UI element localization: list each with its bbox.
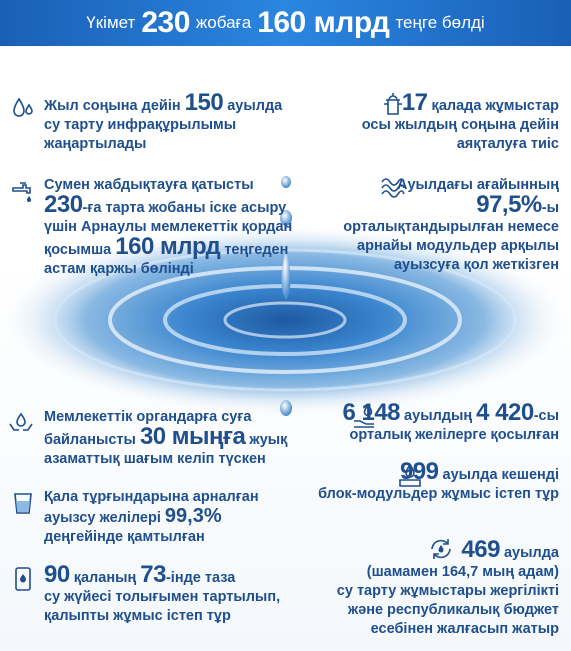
text-items-b2-l2: осы жылдың соңына дейін (361, 117, 559, 133)
header-text-2: жобаға (195, 13, 252, 32)
text-items-b2-l1b: қалада жұмыстар (427, 98, 559, 114)
text-items-b9-l1m: 73 (140, 561, 166, 588)
text-line (343, 191, 559, 218)
text-items-b2-l3: аяқталуға тиіс (456, 136, 559, 152)
text-items-b4-l5: ауызсуға қол жеткізген (393, 257, 559, 273)
hands-drop-icon (8, 410, 34, 436)
text-items-b9-l1n: 90 (44, 561, 70, 588)
text-line (362, 89, 559, 116)
text-items-b10-l4: және республикалық бюджет (347, 602, 559, 618)
text-items-b3-l3: үшін Арнаулы мемлекеттік қордан (44, 219, 293, 235)
text-items-b10-l1b: ауылда (499, 545, 559, 561)
text-items-b3-l2n: 230 (44, 191, 83, 218)
text-items-b3-l4a: қосымша (44, 242, 116, 258)
text-items-b6-l1b: -сы (533, 408, 559, 424)
text-line (342, 399, 559, 426)
text-items-b1-l1b: ауылда (223, 98, 283, 114)
text-items-b7-l3: деңгейінде қамтылған (44, 529, 205, 545)
block-17-cities (361, 89, 559, 154)
text-items-b6-l2: орталық желілерге қосылған (349, 427, 559, 443)
text-items-b8-l2: блок-модульдер жұмыс істеп тұр (318, 486, 559, 502)
text-items-b1-l1a: Жыл соңына дейін (44, 98, 185, 114)
text-line (44, 561, 280, 588)
text-items-b9-l1b: -інде таза (165, 570, 236, 586)
text-items-b2-l1n: 17 (401, 89, 428, 116)
text-items-b3-l5: астам қаржы бөлінді (44, 261, 194, 277)
text-items-b3-l2b: -ға тарта жобаны іске асыру (82, 200, 287, 216)
text-items-b1-l3: жаңартылады (44, 136, 147, 152)
block-469-villages (336, 536, 559, 639)
text-items-b3-l4b: теңгеден (220, 242, 289, 258)
text-items-b10-l1n: 469 (461, 536, 500, 563)
text-items-b3-l1: Сумен жабдықтауға қатысты (44, 177, 254, 193)
text-items-b8-l1n: 999 (399, 458, 439, 485)
text-items-b1-l1n: 150 (184, 89, 224, 116)
text-items-b3-l4n: 160 млрд (115, 233, 221, 260)
text-line (44, 233, 292, 260)
text-items-b7-l2n: 99,3% (164, 505, 222, 527)
text-line (44, 507, 259, 528)
water-tap-icon (10, 180, 36, 206)
text-items-b5-l3: азаматтық шағым келіп түскен (44, 451, 266, 467)
block-150-villages (44, 89, 283, 154)
text-items-b4-l2b: -ы (541, 200, 559, 216)
text-items-b5-l2b: жуық (245, 432, 288, 448)
text-items-b9-l2: су жүйесі толығымен тартылып, (44, 589, 281, 605)
header-text-3: теңге бөлді (395, 13, 485, 32)
text-items-b4-l1: Ауылдағы ағайынның (397, 177, 559, 193)
block-6148-villages (342, 399, 559, 445)
text-items-b7-l1: Қала тұрғындарына арналған (44, 489, 259, 505)
block-230-projects (44, 176, 292, 279)
header-text-1: Үкімет (86, 13, 136, 32)
text-items-b6-l1m: 4 420 (476, 399, 534, 426)
text-items-b9-l1a: қаланың (69, 570, 141, 586)
water-drops-icon (10, 95, 36, 121)
block-99-3-percent (44, 488, 259, 547)
text-items-b4-l3: орталықтандырылған немесе (343, 219, 559, 235)
text-line (44, 423, 288, 450)
block-999-villages (318, 458, 559, 504)
text-items-b4-l2n: 97,5% (476, 191, 542, 218)
text-items-b5-l2a: байланысты (44, 432, 140, 448)
text-items-b5-l1: Мемлекеттік органдарға суға (44, 409, 252, 425)
text-line (337, 536, 559, 563)
header-number-230: 230 (141, 6, 190, 39)
glass-icon (10, 490, 36, 516)
text-items-b9-l3: қалыпты жұмыс істеп тұр (44, 608, 231, 624)
text-items-b6-l1n: 6 148 (342, 399, 401, 426)
text-items-b7-l2a: ауызсу желілері (44, 510, 165, 526)
text-items-b10-l3: су тарту жұмыстары жергілікті (336, 583, 559, 599)
block-97-5-percent (343, 176, 559, 275)
text-line (44, 191, 292, 218)
text-items-b4-l4: арнайы модульдер арқылы (357, 238, 559, 254)
block-30-thousand-complaints (44, 408, 287, 469)
text-items-b10-l2: (шамамен 164,7 мың адам) (366, 564, 559, 580)
text-items-b8-l1b: ауылда кешенді (438, 467, 559, 483)
header-number-160: 160 млрд (257, 6, 390, 39)
text-line (44, 89, 283, 116)
text-items-b6-l1a: ауылдың (400, 408, 477, 424)
header-banner (0, 0, 571, 46)
block-90-cities (44, 561, 281, 626)
text-items-b5-l2n: 30 мыңға (139, 423, 246, 450)
text-items-b10-l5: есебінен жалғасып жатыр (370, 621, 559, 637)
text-line (318, 458, 559, 485)
smartphone-icon (10, 566, 36, 592)
text-items-b1-l2: су тарту инфрақұрылымы (44, 117, 237, 133)
